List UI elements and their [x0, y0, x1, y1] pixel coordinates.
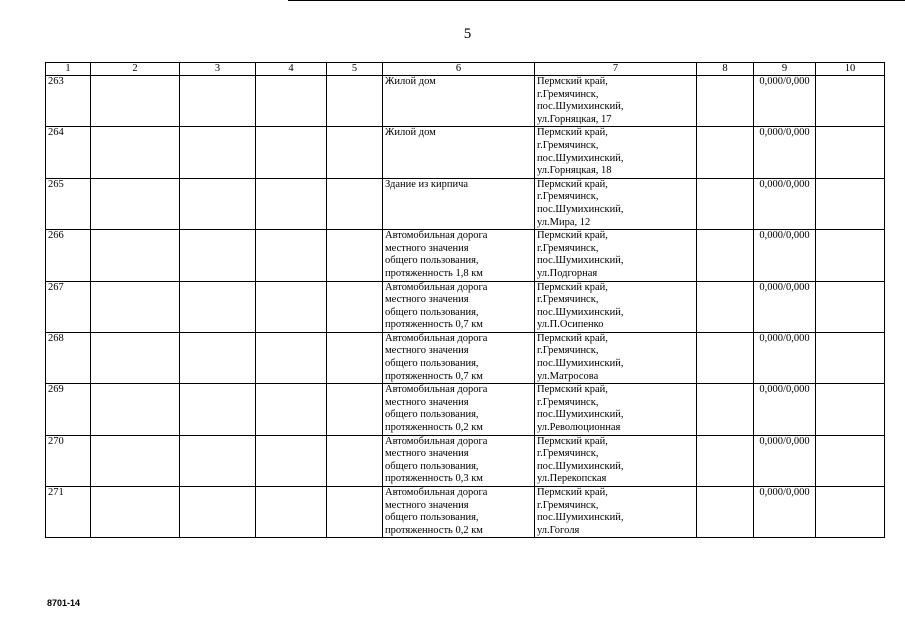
object-name-line: протяженность 1,8 км [385, 267, 483, 279]
value-cell: 0,000/0,000 [754, 127, 816, 178]
address-line: пос.Шумихинский, [537, 203, 624, 215]
object-name-line: местного значения [385, 242, 469, 254]
empty-cell [327, 384, 383, 435]
address-line: Пермский край, [537, 281, 608, 293]
empty-cell [816, 127, 885, 178]
object-name-line: общего пользования, [385, 306, 479, 318]
empty-cell [816, 178, 885, 229]
empty-cell [816, 435, 885, 486]
footer-document-code: 8701-14 [47, 598, 81, 608]
empty-cell [327, 487, 383, 538]
empty-cell [697, 178, 754, 229]
empty-cell [327, 127, 383, 178]
address-line: ул.Гоголя [537, 524, 580, 536]
object-name-line: Автомобильная дорога [385, 230, 488, 242]
object-name-cell [383, 332, 535, 383]
column-header: 1 [46, 63, 91, 76]
column-header: 7 [535, 63, 697, 76]
empty-cell [180, 332, 256, 383]
address-line: Пермский край, [537, 384, 608, 396]
empty-cell [697, 384, 754, 435]
object-name-line: местного значения [385, 396, 469, 408]
object-name-line: протяженность 0,2 км [385, 422, 483, 434]
empty-cell [327, 230, 383, 281]
empty-cell [91, 127, 180, 178]
object-name-line: протяженность 0,7 км [385, 370, 483, 382]
address-line: Пермский край, [537, 178, 608, 190]
address-cell [535, 332, 697, 383]
address-line: пос.Шумихинский, [537, 255, 624, 267]
object-name-cell [383, 384, 535, 435]
column-header: 8 [697, 63, 754, 76]
address-line: г.Гремячинск, [537, 294, 599, 306]
empty-cell [256, 332, 327, 383]
row-number-cell: 268 [46, 332, 91, 383]
value-cell: 0,000/0,000 [754, 487, 816, 538]
object-name-cell [383, 127, 535, 178]
row-number-cell: 270 [46, 435, 91, 486]
value-cell: 0,000/0,000 [754, 230, 816, 281]
address-line: г.Гремячинск, [537, 191, 599, 203]
object-name-line: местного значения [385, 499, 469, 511]
address-line: ул.Подгорная [537, 267, 598, 279]
column-header: 5 [327, 63, 383, 76]
page-number: 5 [463, 26, 472, 42]
object-name-cell [383, 230, 535, 281]
address-line: г.Гремячинск, [537, 499, 599, 511]
empty-cell [256, 127, 327, 178]
empty-cell [91, 281, 180, 332]
address-line: ул.Перекопская [537, 473, 607, 485]
column-header: 4 [256, 63, 327, 76]
column-header: 9 [754, 63, 816, 76]
empty-cell [816, 384, 885, 435]
address-line: г.Гремячинск, [537, 345, 599, 357]
table-body [46, 76, 885, 538]
empty-cell [256, 435, 327, 486]
empty-cell [327, 178, 383, 229]
object-name-cell [383, 281, 535, 332]
table-row [46, 281, 885, 332]
empty-cell [327, 332, 383, 383]
empty-cell [697, 332, 754, 383]
address-cell [535, 127, 697, 178]
empty-cell [180, 435, 256, 486]
address-line: ул.Матросова [537, 370, 599, 382]
table-row [46, 435, 885, 486]
object-name-line: общего пользования, [385, 460, 479, 472]
empty-cell [91, 76, 180, 127]
object-name-line: Автомобильная дорога [385, 332, 488, 344]
object-name-line: общего пользования, [385, 255, 479, 267]
empty-cell [327, 281, 383, 332]
address-line: пос.Шумихинский, [537, 358, 624, 370]
empty-cell [816, 230, 885, 281]
object-name-line: Автомобильная дорога [385, 435, 488, 447]
object-name-line: местного значения [385, 345, 469, 357]
address-cell [535, 76, 697, 127]
row-number-cell: 264 [46, 127, 91, 178]
empty-cell [91, 178, 180, 229]
empty-cell [180, 230, 256, 281]
table-row [46, 332, 885, 383]
row-number-cell: 266 [46, 230, 91, 281]
header-row [46, 63, 885, 76]
address-line: пос.Шумихинский, [537, 152, 624, 164]
address-line: ул.Горняцкая, 17 [537, 113, 612, 125]
address-line: Пермский край, [537, 230, 608, 242]
row-number-cell: 263 [46, 76, 91, 127]
empty-cell [180, 384, 256, 435]
address-line: ул.Мира, 12 [537, 216, 591, 228]
empty-cell [816, 76, 885, 127]
object-name-cell [383, 487, 535, 538]
object-name-line: Здание из кирпича [385, 178, 469, 190]
object-name-line: Жилой дом [385, 76, 436, 87]
empty-cell [256, 384, 327, 435]
empty-cell [697, 281, 754, 332]
object-name-line: Автомобильная дорога [385, 384, 488, 396]
object-name-line: местного значения [385, 294, 469, 306]
table-row [46, 178, 885, 229]
address-line: г.Гремячинск, [537, 396, 599, 408]
empty-cell [91, 435, 180, 486]
empty-cell [91, 384, 180, 435]
empty-cell [256, 487, 327, 538]
column-header: 2 [91, 63, 180, 76]
empty-cell [256, 76, 327, 127]
value-cell: 0,000/0,000 [754, 178, 816, 229]
value-cell: 0,000/0,000 [754, 435, 816, 486]
empty-cell [697, 76, 754, 127]
empty-cell [91, 230, 180, 281]
column-header: 3 [180, 63, 256, 76]
object-name-line: общего пользования, [385, 358, 479, 370]
value-cell: 0,000/0,000 [754, 332, 816, 383]
empty-cell [256, 178, 327, 229]
empty-cell [697, 230, 754, 281]
address-line: ул.П.Осипенко [537, 319, 604, 331]
table-row [46, 127, 885, 178]
empty-cell [256, 281, 327, 332]
address-cell [535, 230, 697, 281]
address-cell [535, 178, 697, 229]
address-line: ул.Революционная [537, 422, 621, 434]
object-name-line: протяженность 0,2 км [385, 524, 483, 536]
address-cell [535, 435, 697, 486]
object-name-line: Автомобильная дорога [385, 487, 488, 498]
empty-cell [180, 178, 256, 229]
column-header: 6 [383, 63, 535, 76]
address-line: г.Гремячинск, [537, 448, 599, 460]
column-header: 10 [816, 63, 885, 76]
value-cell: 0,000/0,000 [754, 281, 816, 332]
empty-cell [327, 76, 383, 127]
row-number-cell: 271 [46, 487, 91, 538]
empty-cell [327, 435, 383, 486]
empty-cell [180, 76, 256, 127]
empty-cell [816, 487, 885, 538]
address-line: Пермский край, [537, 332, 608, 344]
table-row [46, 487, 885, 538]
address-cell [535, 384, 697, 435]
top-rule [288, 0, 905, 1]
address-line: Пермский край, [537, 76, 608, 87]
object-name-cell [383, 76, 535, 127]
address-line: Пермский край, [537, 435, 608, 447]
empty-cell [180, 127, 256, 178]
address-line: пос.Шумихинский, [537, 460, 624, 472]
empty-cell [180, 487, 256, 538]
address-line: г.Гремячинск, [537, 139, 599, 151]
address-line: ул.Горняцкая, 18 [537, 165, 612, 177]
object-name-line: протяженность 0,3 км [385, 473, 483, 485]
row-number-cell: 269 [46, 384, 91, 435]
object-name-line: местного значения [385, 448, 469, 460]
address-line: г.Гремячинск, [537, 88, 599, 100]
object-name-line: общего пользования, [385, 512, 479, 524]
empty-cell [816, 332, 885, 383]
table-row [46, 384, 885, 435]
address-cell [535, 487, 697, 538]
value-cell: 0,000/0,000 [754, 384, 816, 435]
empty-cell [91, 487, 180, 538]
object-name-line: протяженность 0,7 км [385, 319, 483, 331]
address-line: пос.Шумихинский, [537, 306, 624, 318]
value-cell: 0,000/0,000 [754, 76, 816, 127]
empty-cell [697, 487, 754, 538]
object-name-line: общего пользования, [385, 409, 479, 421]
object-name-cell [383, 435, 535, 486]
object-name-line: Автомобильная дорога [385, 281, 488, 293]
empty-cell [180, 281, 256, 332]
object-name-line: Жилой дом [385, 127, 436, 139]
table-row [46, 230, 885, 281]
empty-cell [816, 281, 885, 332]
row-number-cell: 265 [46, 178, 91, 229]
address-line: Пермский край, [537, 127, 608, 139]
address-line: Пермский край, [537, 487, 608, 498]
address-line: г.Гремячинск, [537, 242, 599, 254]
address-line: пос.Шумихинский, [537, 512, 624, 524]
empty-cell [697, 435, 754, 486]
empty-cell [256, 230, 327, 281]
table-row [46, 76, 885, 127]
address-cell [535, 281, 697, 332]
empty-cell [91, 332, 180, 383]
address-line: пос.Шумихинский, [537, 101, 624, 113]
address-line: пос.Шумихинский, [537, 409, 624, 421]
empty-cell [697, 127, 754, 178]
row-number-cell: 267 [46, 281, 91, 332]
object-name-cell [383, 178, 535, 229]
property-registry-table [45, 62, 885, 538]
